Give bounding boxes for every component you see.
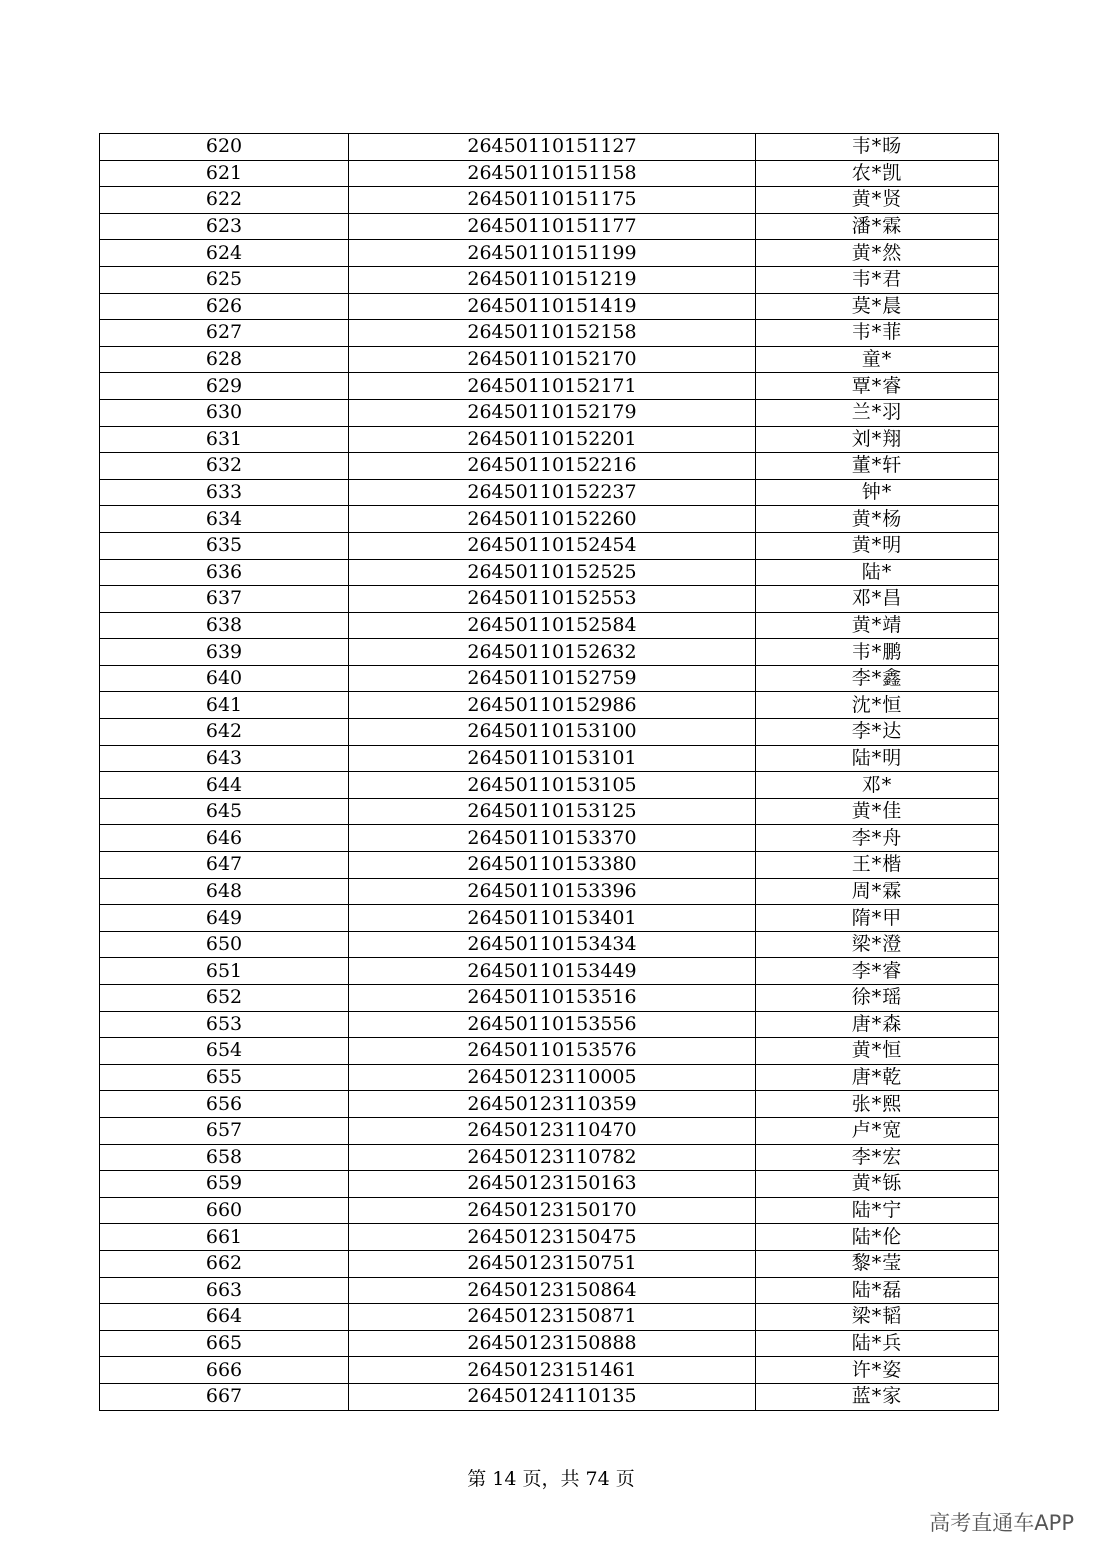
row-number-cell: 634 xyxy=(100,506,349,533)
row-number-cell: 651 xyxy=(100,958,349,985)
row-number-cell: 644 xyxy=(100,772,349,799)
row-number-cell: 649 xyxy=(100,905,349,932)
row-number-cell: 628 xyxy=(100,346,349,373)
student-name-cell: 蓝*家 xyxy=(756,1383,999,1410)
row-number-cell: 661 xyxy=(100,1224,349,1251)
table-row xyxy=(100,320,999,347)
exam-id-cell: 26450123150864 xyxy=(349,1277,756,1304)
row-number-cell: 655 xyxy=(100,1064,349,1091)
student-name-cell: 董*轩 xyxy=(756,453,999,480)
exam-id-cell: 26450110152260 xyxy=(349,506,756,533)
exam-id-cell: 26450110151177 xyxy=(349,213,756,240)
exam-id-cell: 26450110152525 xyxy=(349,559,756,586)
row-number-cell: 632 xyxy=(100,453,349,480)
student-name-cell: 兰*羽 xyxy=(756,399,999,426)
table-row xyxy=(100,479,999,506)
student-name-cell: 陆* xyxy=(756,559,999,586)
table-row xyxy=(100,1038,999,1065)
table-row xyxy=(100,1383,999,1410)
exam-id-cell: 26450123110005 xyxy=(349,1064,756,1091)
student-name-cell: 黄*佳 xyxy=(756,798,999,825)
student-name-cell: 钟* xyxy=(756,479,999,506)
student-name-cell: 周*霖 xyxy=(756,878,999,905)
student-name-cell: 梁*韬 xyxy=(756,1304,999,1331)
exam-id-cell: 26450110152553 xyxy=(349,586,756,613)
exam-id-cell: 26450110152170 xyxy=(349,346,756,373)
table-row xyxy=(100,1091,999,1118)
table-row xyxy=(100,453,999,480)
row-number-cell: 664 xyxy=(100,1304,349,1331)
student-name-cell: 李*宏 xyxy=(756,1144,999,1171)
exam-id-cell: 26450110151175 xyxy=(349,187,756,214)
exam-id-cell: 26450110151127 xyxy=(349,134,756,161)
student-name-cell: 李*达 xyxy=(756,719,999,746)
table-row xyxy=(100,1304,999,1331)
student-name-cell: 沈*恒 xyxy=(756,692,999,719)
table-row xyxy=(100,266,999,293)
student-name-cell: 黄*然 xyxy=(756,240,999,267)
exam-id-cell: 26450110153396 xyxy=(349,878,756,905)
exam-id-cell: 26450123150888 xyxy=(349,1330,756,1357)
exam-id-cell: 26450123110470 xyxy=(349,1117,756,1144)
student-name-cell: 梁*澄 xyxy=(756,931,999,958)
row-number-cell: 622 xyxy=(100,187,349,214)
table-row xyxy=(100,1357,999,1384)
table-row xyxy=(100,1064,999,1091)
student-name-cell: 陆*伦 xyxy=(756,1224,999,1251)
row-number-cell: 662 xyxy=(100,1250,349,1277)
row-number-cell: 666 xyxy=(100,1357,349,1384)
student-name-cell: 莫*晨 xyxy=(756,293,999,320)
exam-id-cell: 26450110152201 xyxy=(349,426,756,453)
student-name-cell: 隋*甲 xyxy=(756,905,999,932)
exam-id-cell: 26450110151219 xyxy=(349,266,756,293)
app-watermark: 高考直通车APP xyxy=(929,1511,1074,1535)
exam-id-cell: 26450110153100 xyxy=(349,719,756,746)
table-row xyxy=(100,665,999,692)
student-name-cell: 刘*翔 xyxy=(756,426,999,453)
table-row xyxy=(100,772,999,799)
student-name-cell: 唐*森 xyxy=(756,1011,999,1038)
row-number-cell: 659 xyxy=(100,1171,349,1198)
exam-id-cell: 26450110153556 xyxy=(349,1011,756,1038)
table-row xyxy=(100,346,999,373)
row-number-cell: 646 xyxy=(100,825,349,852)
table-row xyxy=(100,745,999,772)
table-row xyxy=(100,1277,999,1304)
exam-id-cell: 26450123110782 xyxy=(349,1144,756,1171)
row-number-cell: 647 xyxy=(100,852,349,879)
table-row xyxy=(100,1117,999,1144)
table-row xyxy=(100,798,999,825)
exam-id-cell: 26450110151419 xyxy=(349,293,756,320)
roster-table xyxy=(99,133,999,1411)
row-number-cell: 656 xyxy=(100,1091,349,1118)
exam-id-cell: 26450124110135 xyxy=(349,1383,756,1410)
table-row xyxy=(100,852,999,879)
row-number-cell: 621 xyxy=(100,160,349,187)
row-number-cell: 642 xyxy=(100,719,349,746)
row-number-cell: 643 xyxy=(100,745,349,772)
student-name-cell: 李*睿 xyxy=(756,958,999,985)
row-number-cell: 638 xyxy=(100,612,349,639)
table-row xyxy=(100,160,999,187)
table-row xyxy=(100,426,999,453)
table-row xyxy=(100,399,999,426)
table-row xyxy=(100,719,999,746)
student-name-cell: 陆*明 xyxy=(756,745,999,772)
exam-id-cell: 26450110152632 xyxy=(349,639,756,666)
table-row xyxy=(100,612,999,639)
student-name-cell: 邓*昌 xyxy=(756,586,999,613)
table-row xyxy=(100,1011,999,1038)
student-name-cell: 潘*霖 xyxy=(756,213,999,240)
row-number-cell: 660 xyxy=(100,1197,349,1224)
student-name-cell: 许*姿 xyxy=(756,1357,999,1384)
exam-id-cell: 26450110153101 xyxy=(349,745,756,772)
table-row xyxy=(100,1250,999,1277)
table-row xyxy=(100,213,999,240)
row-number-cell: 636 xyxy=(100,559,349,586)
row-number-cell: 639 xyxy=(100,639,349,666)
table-row xyxy=(100,1197,999,1224)
row-number-cell: 652 xyxy=(100,985,349,1012)
table-row xyxy=(100,1330,999,1357)
table-row xyxy=(100,931,999,958)
student-name-cell: 黄*明 xyxy=(756,532,999,559)
table-row xyxy=(100,958,999,985)
table-row xyxy=(100,825,999,852)
exam-id-cell: 26450110153576 xyxy=(349,1038,756,1065)
student-name-cell: 邓* xyxy=(756,772,999,799)
row-number-cell: 648 xyxy=(100,878,349,905)
exam-id-cell: 26450123150170 xyxy=(349,1197,756,1224)
table-row xyxy=(100,1224,999,1251)
student-name-cell: 黄*贤 xyxy=(756,187,999,214)
row-number-cell: 637 xyxy=(100,586,349,613)
student-name-cell: 陆*宁 xyxy=(756,1197,999,1224)
row-number-cell: 635 xyxy=(100,532,349,559)
row-number-cell: 650 xyxy=(100,931,349,958)
row-number-cell: 653 xyxy=(100,1011,349,1038)
student-name-cell: 卢*宽 xyxy=(756,1117,999,1144)
student-name-cell: 农*凯 xyxy=(756,160,999,187)
table-row xyxy=(100,373,999,400)
page-number-footer: 第 14 页，共 74 页 xyxy=(467,1468,635,1490)
student-name-cell: 黄*靖 xyxy=(756,612,999,639)
table-row xyxy=(100,240,999,267)
exam-id-cell: 26450110152759 xyxy=(349,665,756,692)
exam-id-cell: 26450110152237 xyxy=(349,479,756,506)
student-name-cell: 黎*莹 xyxy=(756,1250,999,1277)
row-number-cell: 657 xyxy=(100,1117,349,1144)
row-number-cell: 629 xyxy=(100,373,349,400)
row-number-cell: 624 xyxy=(100,240,349,267)
student-name-cell: 覃*睿 xyxy=(756,373,999,400)
exam-id-cell: 26450123151461 xyxy=(349,1357,756,1384)
row-number-cell: 625 xyxy=(100,266,349,293)
roster-table-body xyxy=(100,134,999,1411)
exam-id-cell: 26450123150751 xyxy=(349,1250,756,1277)
student-name-cell: 唐*乾 xyxy=(756,1064,999,1091)
table-row xyxy=(100,692,999,719)
table-row xyxy=(100,559,999,586)
student-name-cell: 徐*瑶 xyxy=(756,985,999,1012)
table-row xyxy=(100,878,999,905)
exam-id-cell: 26450110152158 xyxy=(349,320,756,347)
table-row xyxy=(100,293,999,320)
student-name-cell: 韦*鹏 xyxy=(756,639,999,666)
exam-id-cell: 26450110152584 xyxy=(349,612,756,639)
table-row xyxy=(100,506,999,533)
row-number-cell: 667 xyxy=(100,1383,349,1410)
exam-id-cell: 26450110153370 xyxy=(349,825,756,852)
student-name-cell: 黄*杨 xyxy=(756,506,999,533)
student-name-cell: 王*楷 xyxy=(756,852,999,879)
table-row xyxy=(100,586,999,613)
table-row xyxy=(100,187,999,214)
student-name-cell: 李*鑫 xyxy=(756,665,999,692)
exam-id-cell: 26450123150475 xyxy=(349,1224,756,1251)
table-row xyxy=(100,1171,999,1198)
table-row xyxy=(100,1144,999,1171)
row-number-cell: 630 xyxy=(100,399,349,426)
exam-id-cell: 26450110152216 xyxy=(349,453,756,480)
exam-id-cell: 26450110152454 xyxy=(349,532,756,559)
row-number-cell: 627 xyxy=(100,320,349,347)
exam-id-cell: 26450110152986 xyxy=(349,692,756,719)
table-row xyxy=(100,985,999,1012)
row-number-cell: 620 xyxy=(100,134,349,161)
student-name-cell: 陆*磊 xyxy=(756,1277,999,1304)
student-name-cell: 韦*君 xyxy=(756,266,999,293)
row-number-cell: 645 xyxy=(100,798,349,825)
exam-id-cell: 26450110153516 xyxy=(349,985,756,1012)
exam-id-cell: 26450110153105 xyxy=(349,772,756,799)
exam-id-cell: 26450110153434 xyxy=(349,931,756,958)
row-number-cell: 654 xyxy=(100,1038,349,1065)
row-number-cell: 665 xyxy=(100,1330,349,1357)
row-number-cell: 631 xyxy=(100,426,349,453)
exam-id-cell: 26450110152179 xyxy=(349,399,756,426)
exam-id-cell: 26450123150163 xyxy=(349,1171,756,1198)
student-name-cell: 黄*铄 xyxy=(756,1171,999,1198)
row-number-cell: 658 xyxy=(100,1144,349,1171)
student-name-cell: 韦*旸 xyxy=(756,134,999,161)
row-number-cell: 641 xyxy=(100,692,349,719)
table-row xyxy=(100,134,999,161)
table-row xyxy=(100,532,999,559)
student-name-cell: 李*舟 xyxy=(756,825,999,852)
exam-id-cell: 26450110153401 xyxy=(349,905,756,932)
exam-id-cell: 26450110153125 xyxy=(349,798,756,825)
row-number-cell: 623 xyxy=(100,213,349,240)
row-number-cell: 640 xyxy=(100,665,349,692)
exam-id-cell: 26450110151158 xyxy=(349,160,756,187)
table-row xyxy=(100,905,999,932)
student-name-cell: 陆*兵 xyxy=(756,1330,999,1357)
exam-id-cell: 26450110151199 xyxy=(349,240,756,267)
student-name-cell: 童* xyxy=(756,346,999,373)
student-name-cell: 张*熙 xyxy=(756,1091,999,1118)
row-number-cell: 633 xyxy=(100,479,349,506)
student-name-cell: 韦*菲 xyxy=(756,320,999,347)
exam-id-cell: 26450110153449 xyxy=(349,958,756,985)
table-row xyxy=(100,639,999,666)
exam-id-cell: 26450110152171 xyxy=(349,373,756,400)
exam-id-cell: 26450123110359 xyxy=(349,1091,756,1118)
row-number-cell: 626 xyxy=(100,293,349,320)
row-number-cell: 663 xyxy=(100,1277,349,1304)
exam-id-cell: 26450110153380 xyxy=(349,852,756,879)
student-name-cell: 黄*恒 xyxy=(756,1038,999,1065)
exam-id-cell: 26450123150871 xyxy=(349,1304,756,1331)
